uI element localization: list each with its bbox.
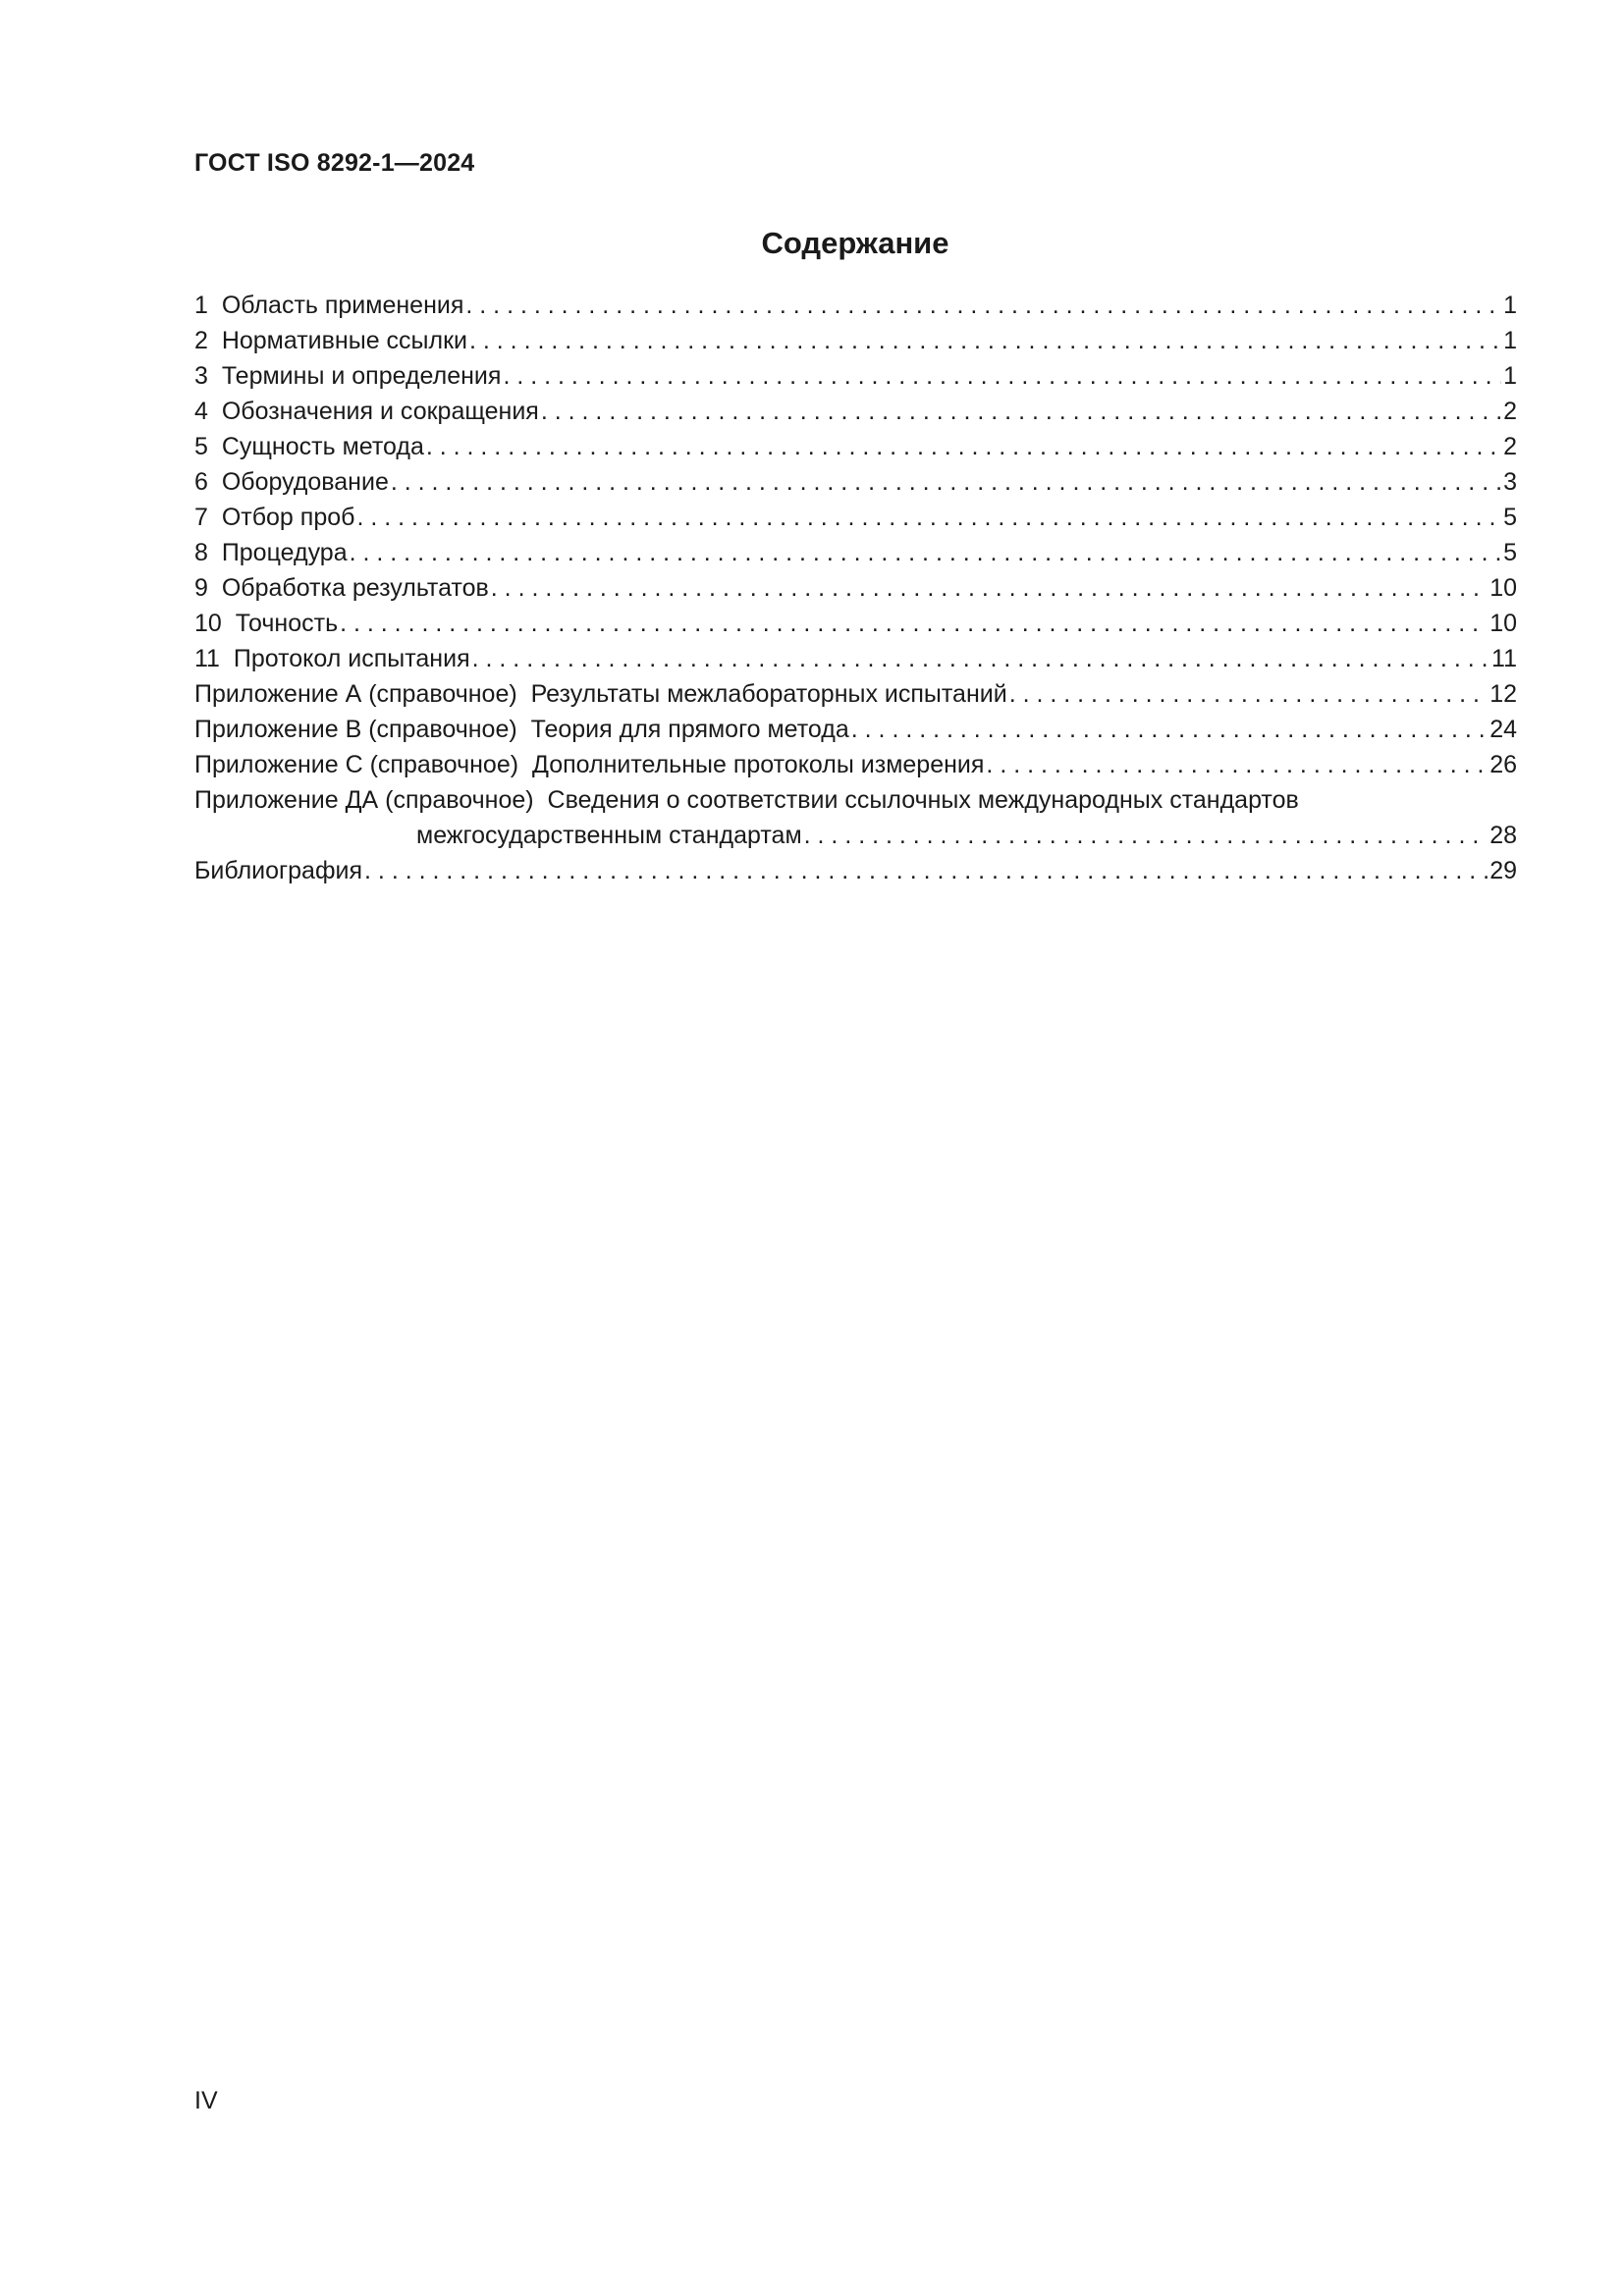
dot-leader xyxy=(541,394,1501,429)
dot-leader xyxy=(364,853,1488,888)
toc-entry-title: Оборудование xyxy=(221,468,389,496)
annex-label: Приложение В (справочное) xyxy=(194,716,517,743)
toc-entry-title: Обработка результатов xyxy=(221,574,489,602)
toc-entry-title: Сущность метода xyxy=(221,433,424,460)
toc-entry[interactable] xyxy=(194,464,1517,500)
toc-entry[interactable] xyxy=(194,288,1517,323)
dot-leader xyxy=(491,570,1488,606)
toc-entry-page: 11 xyxy=(1491,645,1517,672)
annex-title: Дополнительные протоколы измерения xyxy=(531,751,985,778)
toc-entry-page: 1 xyxy=(1503,327,1517,354)
annex-title: Результаты межлабораторных испытаний xyxy=(530,680,1007,708)
dot-leader xyxy=(350,535,1501,570)
toc-entry-page: 5 xyxy=(1503,539,1517,566)
toc-entry-number: 7 xyxy=(194,504,208,531)
annex-title-line1: Сведения о соответствии ссылочных международных стандартов xyxy=(547,786,1299,814)
toc-bibliography-entry[interactable] xyxy=(194,853,1517,888)
toc-annex-entry[interactable] xyxy=(194,712,1517,747)
dot-leader xyxy=(465,288,1501,323)
page-number: IV xyxy=(194,2087,218,2114)
toc-entry-title: Нормативные ссылки xyxy=(221,327,467,354)
table-of-contents xyxy=(194,288,1517,888)
toc-entry-page: 1 xyxy=(1503,292,1517,319)
toc-entry-page: 10 xyxy=(1489,610,1517,637)
bibliography-page: 29 xyxy=(1489,857,1517,884)
toc-annex-entry-continuation[interactable] xyxy=(194,818,1517,853)
toc-entry-number: 1 xyxy=(194,292,208,319)
toc-entry-page: 2 xyxy=(1503,398,1517,425)
dot-leader xyxy=(986,747,1488,782)
annex-title-line2: межгосударственным стандартам xyxy=(416,822,802,849)
toc-entry-page: 10 xyxy=(1489,574,1517,602)
toc-entry-page: 3 xyxy=(1503,468,1517,496)
toc-entry-title: Протокол испытания xyxy=(233,645,470,672)
toc-entry[interactable] xyxy=(194,535,1517,570)
toc-entry-number: 2 xyxy=(194,327,208,354)
toc-entry-number: 8 xyxy=(194,539,208,566)
toc-entry[interactable] xyxy=(194,500,1517,535)
annex-page: 28 xyxy=(1489,822,1517,849)
dot-leader xyxy=(1009,676,1488,712)
toc-entry[interactable] xyxy=(194,358,1517,394)
toc-annex-entry[interactable] xyxy=(194,676,1517,712)
annex-page: 26 xyxy=(1489,751,1517,778)
toc-entry-title: Точность xyxy=(235,610,339,637)
annex-label: Приложение А (справочное) xyxy=(194,680,517,708)
bibliography-title: Библиография xyxy=(194,857,363,884)
toc-entry-number: 11 xyxy=(194,645,220,672)
annex-page: 12 xyxy=(1489,680,1517,708)
toc-entry-number: 5 xyxy=(194,433,208,460)
toc-annex-entry[interactable] xyxy=(194,782,1517,818)
toc-entry[interactable] xyxy=(194,641,1517,676)
toc-entry-title: Процедура xyxy=(221,539,348,566)
toc-entry-page: 2 xyxy=(1503,433,1517,460)
toc-entry-title: Область применения xyxy=(221,292,464,319)
dot-leader xyxy=(472,641,1489,676)
dot-leader xyxy=(340,606,1488,641)
dot-leader xyxy=(469,323,1501,358)
toc-entry-number: 6 xyxy=(194,468,208,496)
toc-entry-page: 5 xyxy=(1503,504,1517,531)
annex-title: Теория для прямого метода xyxy=(530,716,849,743)
toc-entry-number: 3 xyxy=(194,362,208,390)
toc-entry-title: Термины и определения xyxy=(221,362,502,390)
toc-entry[interactable] xyxy=(194,429,1517,464)
toc-entry-number: 10 xyxy=(194,610,222,637)
document-code: ГОСТ ISO 8292-1—2024 xyxy=(194,149,475,177)
dot-leader xyxy=(804,818,1489,853)
dot-leader xyxy=(851,712,1488,747)
dot-leader xyxy=(426,429,1501,464)
toc-entry-page: 1 xyxy=(1503,362,1517,390)
dot-leader xyxy=(503,358,1501,394)
toc-entry[interactable] xyxy=(194,606,1517,641)
toc-entry[interactable] xyxy=(194,323,1517,358)
toc-entry-number: 9 xyxy=(194,574,208,602)
annex-label: Приложение ДА (справочное) xyxy=(194,786,534,814)
toc-entry[interactable] xyxy=(194,570,1517,606)
annex-page: 24 xyxy=(1489,716,1517,743)
toc-heading: Содержание xyxy=(761,226,949,260)
toc-entry[interactable] xyxy=(194,394,1517,429)
dot-leader xyxy=(356,500,1501,535)
dot-leader xyxy=(391,464,1501,500)
toc-entry-number: 4 xyxy=(194,398,208,425)
toc-annex-entry[interactable] xyxy=(194,747,1517,782)
annex-label: Приложение С (справочное) xyxy=(194,751,519,778)
toc-entry-title: Отбор проб xyxy=(221,504,355,531)
toc-entry-title: Обозначения и сокращения xyxy=(221,398,539,425)
